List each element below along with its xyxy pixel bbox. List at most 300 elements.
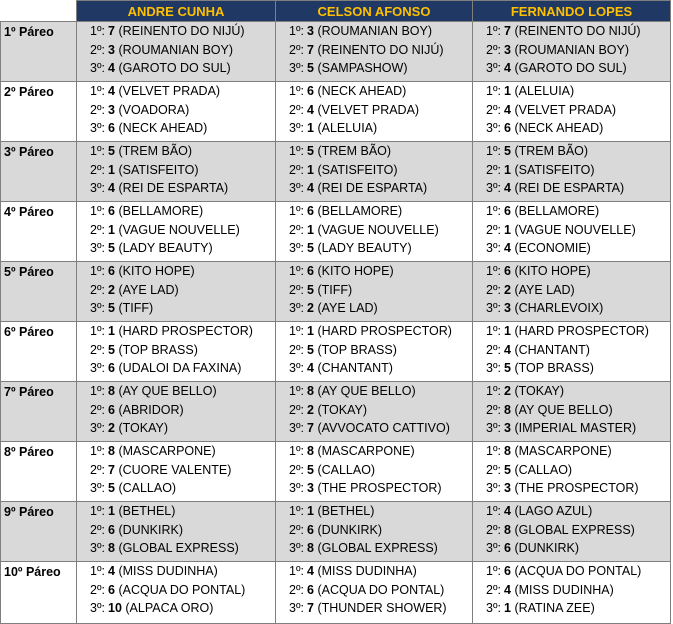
horse-name: (BETHEL) [118,504,176,518]
pick-number: 8 [307,444,314,458]
horse-name: (TOKAY) [118,421,168,436]
pick-line [77,479,275,498]
horse-name: (SATISFEITO) [514,162,595,177]
pick-position: 1º: [90,324,105,338]
picks-cell [276,382,473,442]
header-row [1,1,671,22]
horse-name: (GAROTO DO SUL) [514,61,627,76]
pick-position: 2º: [486,162,501,177]
pick-line [473,341,670,360]
horse-name: (SATISFEITO) [317,162,398,177]
pick-position: 1º: [486,324,501,338]
pick-line [473,221,670,240]
horse-name: (GAROTO DO SUL) [118,61,231,76]
pick-line [473,239,670,258]
race-row [1,442,671,502]
horse-name: (BELLAMORE) [514,204,600,218]
pick-line [77,202,275,221]
pick-number: 1 [108,324,115,338]
pick-number: 6 [108,582,115,597]
pick-position: 2º: [289,402,304,417]
picks-cell [276,82,473,142]
horse-name: (SAMPASHOW) [317,61,408,76]
pick-line [276,179,472,198]
pick-line [276,479,472,498]
pick-line [77,442,275,461]
horse-name: (ALELUIA) [317,121,378,136]
pick-number: 3 [504,481,511,496]
pick-number: 1 [307,504,314,518]
horse-name: (BELLAMORE) [118,204,204,218]
race-label: 3º Páreo [1,142,77,202]
pick-position: 2º: [289,582,304,597]
pick-line [276,202,472,221]
pick-number: 6 [504,564,511,578]
horse-name: (ROUMANIAN BOY) [514,42,630,57]
horse-name: (BELLAMORE) [317,204,403,218]
pick-position: 3º: [486,121,501,136]
pick-position: 3º: [289,121,304,136]
pick-position: 2º: [90,462,105,477]
horse-name: (REI DE ESPARTA) [514,181,625,196]
pick-position: 3º: [486,601,501,616]
picks-cell [276,322,473,382]
pick-position: 3º: [90,541,105,556]
horse-name: (ECONOMIE) [514,241,591,256]
pick-line [77,359,275,378]
pick-number: 5 [504,144,511,158]
pick-number: 4 [504,102,511,117]
picks-cell [276,562,473,624]
pick-line [473,202,670,221]
pick-line [473,539,670,558]
pick-line [276,59,472,78]
pick-number: 4 [108,181,115,196]
race-row [1,142,671,202]
horse-name: (AYE LAD) [317,301,378,316]
pick-number: 5 [108,342,115,357]
horse-name: (DUNKIRK) [514,541,580,556]
pick-line [77,299,275,318]
pick-number: 3 [108,42,115,57]
horse-name: (VAGUE NOUVELLE) [514,222,636,237]
horse-name: (AYE LAD) [514,282,575,297]
race-row [1,382,671,442]
pick-line [473,262,670,281]
pick-number: 5 [108,144,115,158]
picks-cell [473,562,671,624]
pick-line [473,41,670,60]
pick-number: 10 [108,601,122,616]
pick-line [77,539,275,558]
pick-line [276,239,472,258]
picks-cell [77,502,276,562]
pick-number: 4 [108,61,115,76]
pick-line [276,341,472,360]
horse-name: (MASCARPONE) [317,444,415,458]
horse-name: (ACQUA DO PONTAL) [317,582,445,597]
pick-number: 1 [504,84,511,98]
picks-cell [473,202,671,262]
pick-number: 6 [108,522,115,537]
horse-name: (VAGUE NOUVELLE) [118,222,240,237]
pick-line [276,442,472,461]
pick-number: 2 [307,301,314,316]
pick-position: 1º: [289,84,304,98]
pick-line [276,119,472,138]
race-label: 6º Páreo [1,322,77,382]
pick-number: 1 [108,162,115,177]
pick-position: 2º: [289,162,304,177]
pick-number: 1 [504,222,511,237]
picks-cell [77,142,276,202]
pick-line [276,101,472,120]
pick-number: 5 [108,481,115,496]
pick-line [276,161,472,180]
pick-number: 7 [504,24,511,38]
picks-cell [276,202,473,262]
picks-cell [473,82,671,142]
pick-position: 2º: [289,42,304,57]
horse-name: (VELVET PRADA) [514,102,617,117]
pick-number: 4 [307,361,314,376]
pick-line [77,581,275,600]
horse-name: (MASCARPONE) [514,444,612,458]
horse-name: (TOP BRASS) [514,361,594,376]
horse-name: (VAGUE NOUVELLE) [317,222,439,237]
pick-number: 8 [307,384,314,398]
race-label: 5º Páreo [1,262,77,322]
pick-number: 5 [307,241,314,256]
pick-line [77,82,275,101]
horse-name: (GLOBAL EXPRESS) [514,522,635,537]
pick-number: 6 [307,204,314,218]
pick-number: 7 [108,462,115,477]
horse-name: (TIFF) [118,301,154,316]
horse-name: (CALLAO) [514,462,573,477]
picks-cell [77,442,276,502]
pick-number: 7 [307,421,314,436]
horse-name: (MASCARPONE) [118,444,216,458]
pick-line [473,161,670,180]
pick-position: 2º: [486,402,501,417]
pick-number: 5 [504,462,511,477]
pick-line [473,322,670,341]
pick-number: 2 [307,402,314,417]
pick-line [77,341,275,360]
horse-name: (VELVET PRADA) [118,84,221,98]
pick-line [473,461,670,480]
header-fernando-lopes: FERNANDO LOPES [473,1,671,22]
pick-position: 1º: [90,84,105,98]
pick-number: 5 [108,301,115,316]
pick-position: 3º: [90,241,105,256]
horse-name: (MISS DUDINHA) [317,564,417,578]
horse-name: (TOP BRASS) [118,342,198,357]
horse-name: (CHANTANT) [317,361,393,376]
pick-number: 4 [307,102,314,117]
horse-name: (MISS DUDINHA) [514,582,614,597]
pick-number: 2 [108,421,115,436]
pick-position: 2º: [486,462,501,477]
pick-line [276,521,472,540]
pick-line [77,41,275,60]
pick-number: 8 [504,522,511,537]
horse-name: (BETHEL) [317,504,375,518]
horse-name: (AY QUE BELLO) [317,384,416,398]
pick-position: 1º: [90,24,105,38]
horse-name: (GLOBAL EXPRESS) [118,541,239,556]
picks-cell [473,382,671,442]
horse-name: (DUNKIRK) [317,522,383,537]
horse-name: (LAGO AZUL) [514,504,593,518]
picks-cell [473,502,671,562]
pick-number: 6 [108,204,115,218]
pick-number: 1 [504,162,511,177]
pick-position: 3º: [289,241,304,256]
pick-line [473,299,670,318]
pick-position: 3º: [90,481,105,496]
horse-name: (HARD PROSPECTOR) [317,324,452,338]
horse-name: (THE PROSPECTOR) [317,481,442,496]
horse-name: (CALLAO) [317,462,376,477]
horse-name: (TOKAY) [317,402,367,417]
pick-number: 4 [504,61,511,76]
pick-line [473,119,670,138]
pick-line [473,142,670,161]
horse-name: (REINENTO DO NIJÚ) [514,24,641,38]
pick-position: 1º: [289,504,304,518]
pick-position: 3º: [486,541,501,556]
pick-position: 2º: [90,162,105,177]
pick-line [276,82,472,101]
horse-name: (ACQUA DO PONTAL) [514,564,642,578]
pick-line [77,101,275,120]
pick-number: 8 [108,541,115,556]
race-label: 7º Páreo [1,382,77,442]
pick-number: 6 [307,84,314,98]
pick-line [276,419,472,438]
race-label: 1º Páreo [1,22,77,82]
pick-number: 6 [307,264,314,278]
horse-name: (CUORE VALENTE) [118,462,232,477]
pick-number: 3 [504,42,511,57]
pick-number: 1 [108,504,115,518]
pick-line [77,562,275,581]
pick-line [473,382,670,401]
horse-name: (IMPERIAL MASTER) [514,421,637,436]
pick-position: 1º: [90,504,105,518]
pick-line [77,322,275,341]
pick-position: 1º: [486,384,501,398]
pick-line [276,41,472,60]
picks-cell [276,22,473,82]
pick-position: 3º: [90,421,105,436]
pick-position: 2º: [289,222,304,237]
pick-number: 6 [108,264,115,278]
header-andre-cunha: ANDRE CUNHA [77,1,276,22]
pick-line [276,502,472,521]
race-label: 9º Páreo [1,502,77,562]
pick-number: 1 [504,324,511,338]
pick-position: 3º: [90,181,105,196]
pick-line [77,239,275,258]
race-label: 8º Páreo [1,442,77,502]
horse-name: (ABRIDOR) [118,402,184,417]
pick-line [473,562,670,581]
pick-number: 4 [504,181,511,196]
pick-position: 2º: [486,102,501,117]
pick-number: 1 [307,121,314,136]
pick-line [473,59,670,78]
pick-line [77,382,275,401]
pick-number: 6 [504,264,511,278]
pick-position: 3º: [90,361,105,376]
pick-line [276,401,472,420]
race-row [1,502,671,562]
pick-number: 5 [307,462,314,477]
pick-number: 6 [504,204,511,218]
pick-position: 3º: [486,301,501,316]
pick-number: 6 [307,522,314,537]
pick-number: 2 [108,282,115,297]
race-label: 2º Páreo [1,82,77,142]
pick-number: 1 [307,222,314,237]
horse-name: (DUNKIRK) [118,522,184,537]
pick-line [77,22,275,41]
pick-position: 3º: [289,421,304,436]
horse-name: (AYE LAD) [118,282,179,297]
pick-line [77,502,275,521]
pick-position: 2º: [90,282,105,297]
pick-position: 1º: [90,444,105,458]
horse-name: (ALPACA ORO) [125,601,214,616]
horse-name: (ACQUA DO PONTAL) [118,582,246,597]
pick-line [473,179,670,198]
pick-number: 7 [307,42,314,57]
header-corner [1,1,77,22]
picks-cell [473,142,671,202]
pick-position: 3º: [486,61,501,76]
pick-position: 1º: [289,264,304,278]
pick-number: 6 [504,541,511,556]
pick-position: 1º: [486,84,501,98]
pick-number: 8 [504,444,511,458]
pick-line [77,419,275,438]
pick-position: 3º: [289,541,304,556]
horse-name: (TIFF) [317,282,353,297]
pick-number: 8 [108,444,115,458]
pick-position: 2º: [90,402,105,417]
pick-number: 4 [504,241,511,256]
pick-position: 3º: [90,61,105,76]
horse-name: (TREM BÃO) [317,144,392,158]
pick-line [473,581,670,600]
pick-position: 1º: [289,324,304,338]
horse-name: (REI DE ESPARTA) [317,181,428,196]
horse-name: (ALELUIA) [514,84,575,98]
pick-position: 1º: [289,444,304,458]
horse-name: (AY QUE BELLO) [514,402,613,417]
horse-name: (KITO HOPE) [118,264,195,278]
horse-name: (CHARLEVOIX) [514,301,604,316]
picks-cell [77,382,276,442]
horse-name: (KITO HOPE) [514,264,591,278]
pick-line [77,262,275,281]
pick-position: 3º: [486,241,501,256]
pick-position: 1º: [90,264,105,278]
horse-name: (LADY BEAUTY) [118,241,213,256]
pick-number: 6 [108,361,115,376]
pick-position: 3º: [289,601,304,616]
horse-name: (ROUMANIAN BOY) [118,42,234,57]
pick-position: 2º: [90,582,105,597]
horse-name: (THE PROSPECTOR) [514,481,639,496]
pick-position: 1º: [486,564,501,578]
pick-position: 3º: [486,361,501,376]
pick-line [77,221,275,240]
pick-number: 7 [307,601,314,616]
pick-position: 1º: [90,384,105,398]
race-row [1,562,671,624]
horse-name: (REI DE ESPARTA) [118,181,229,196]
picks-cell [473,442,671,502]
pick-line [77,59,275,78]
header-celson-afonso: CELSON AFONSO [276,1,473,22]
horse-name: (NECK AHEAD) [317,84,407,98]
pick-position: 1º: [486,444,501,458]
pick-line [276,562,472,581]
pick-position: 1º: [289,384,304,398]
horse-name: (LADY BEAUTY) [317,241,412,256]
pick-number: 6 [307,582,314,597]
horse-name: (CALLAO) [118,481,177,496]
pick-line [276,382,472,401]
picks-cell [473,322,671,382]
pick-line [77,161,275,180]
pick-position: 1º: [90,564,105,578]
pick-line [77,142,275,161]
pick-number: 5 [307,282,314,297]
horse-name: (UDALOI DA FAXINA) [118,361,242,376]
pick-number: 1 [108,222,115,237]
pick-position: 1º: [486,504,501,518]
horse-name: (REINENTO DO NIJÚ) [317,42,444,57]
pick-position: 2º: [289,462,304,477]
pick-line [473,22,670,41]
pick-line [473,442,670,461]
picks-cell [276,502,473,562]
picks-cell [473,262,671,322]
horse-name: (AY QUE BELLO) [118,384,217,398]
pick-line [276,262,472,281]
pick-number: 3 [504,301,511,316]
pick-line [276,359,472,378]
pick-number: 6 [108,121,115,136]
picks-cell [77,562,276,624]
picks-cell [77,202,276,262]
pick-position: 2º: [289,282,304,297]
pick-number: 5 [307,144,314,158]
pick-line [473,359,670,378]
pick-number: 4 [307,181,314,196]
horse-name: (TOKAY) [514,384,564,398]
pick-number: 3 [108,102,115,117]
pick-line [77,401,275,420]
pick-position: 2º: [486,582,501,597]
pick-number: 1 [307,162,314,177]
pick-position: 2º: [90,222,105,237]
